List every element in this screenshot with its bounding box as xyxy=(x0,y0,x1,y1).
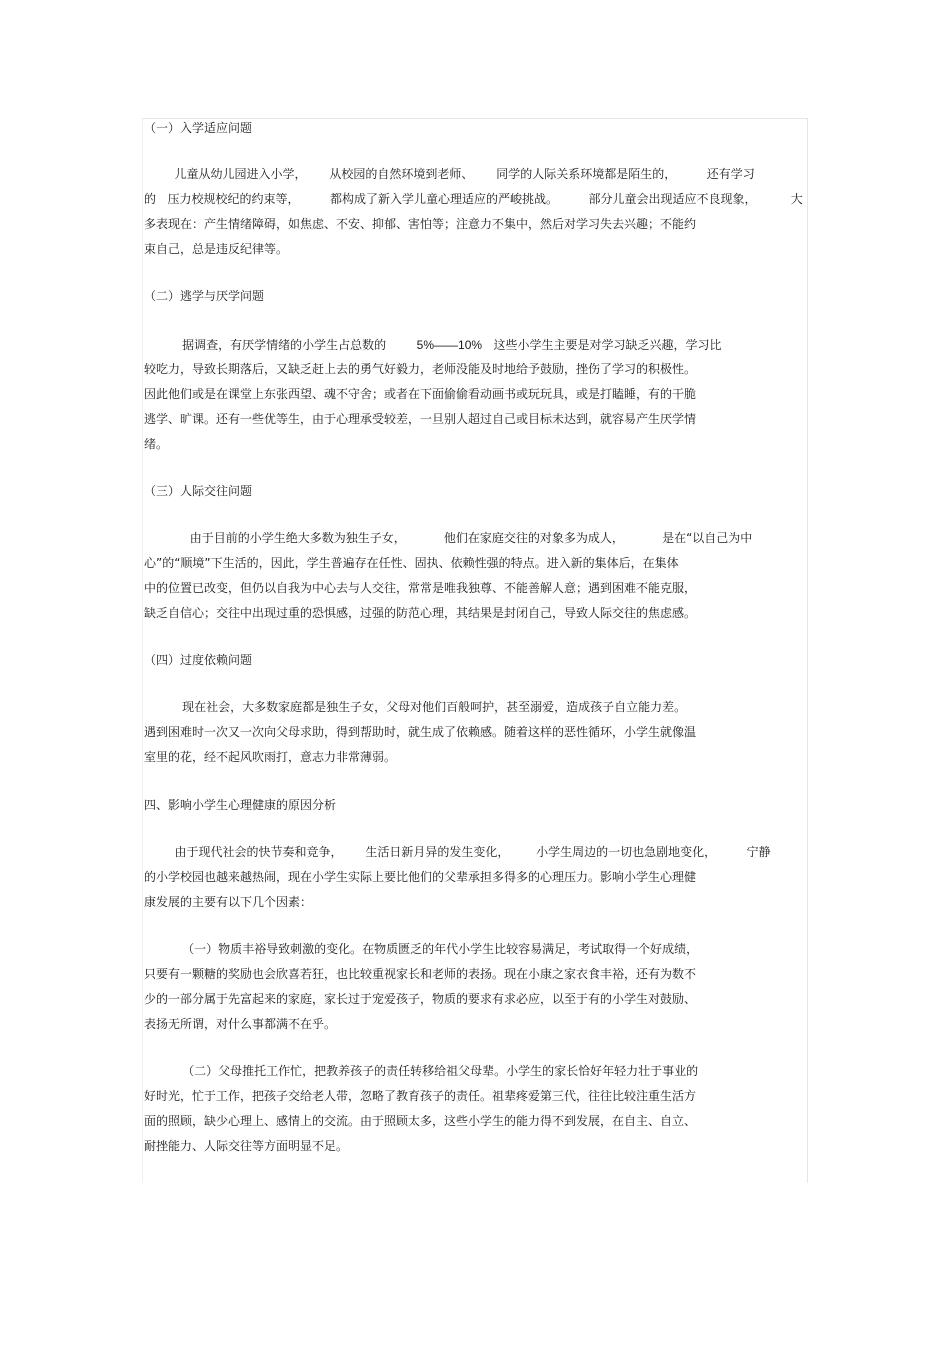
paragraph-line: 的 压力校规校纪的约束等， 都构成了新入学儿童心理适应的严峻挑战。 部分儿童会出现适应不良现象， 大 xyxy=(144,192,803,206)
paragraph-line: 好时光，忙于工作，把孩子交给老人带，忽略了教育孩子的责任。祖辈疼爱第三代，往往比较注重生活方 xyxy=(144,1089,697,1103)
paragraph-line: 较吃力，导致长期落后，又缺乏赶上去的勇气好毅力，老师没能及时地给予鼓励，挫伤了学习的积极性。 xyxy=(144,362,697,376)
section-heading: 四、影响小学生心理健康的原因分析 xyxy=(144,798,337,812)
paragraph-line: 由于现代社会的快节奏和竞争， 生活日新月异的发生变化， 小学生周边的一切也急剧地变化， 宁静 xyxy=(144,845,771,859)
paragraph-text: 这些小学生主要是对学习缺乏兴趣，学习比 xyxy=(493,338,722,352)
paragraph-line: 中的位置已改变，但仍以自我为中心去与人交往，常常是唯我独尊、不能善解人意；遇到困难不能克服， xyxy=(144,581,697,595)
paragraph-line: 心”的“顺境”下生活的，因此，学生普遍存在任性、固执、依赖性强的特点。进入新的集体后，在集体 xyxy=(144,556,679,570)
paragraph-line: 的小学校园也越来越热闹，现在小学生实际上要比他们的父辈承担多得多的心理压力。影响小学生心理健 xyxy=(144,870,697,884)
section-heading: （四）过度依赖问题 xyxy=(144,653,253,667)
paragraph-line: 由于目前的小学生绝大多数为独生子女， 他们在家庭交往的对象多为成人， 是在“以自己为中 xyxy=(144,531,753,545)
paragraph-line: 绪。 xyxy=(144,437,169,451)
paragraph-line: 康发展的主要有以下几个因素： xyxy=(144,895,313,909)
section-heading: （一）入学适应问题 xyxy=(144,121,253,135)
paragraph-line: 束自己，总是违反纪律等。 xyxy=(144,242,289,256)
paragraph-line: （一）物质丰裕导致刺激的变化。在物质匮乏的年代小学生比较容易满足，考试取得一个好成绩， xyxy=(144,942,699,956)
paragraph-line: 现在社会，大多数家庭都是独生子女，父母对他们百般呵护，甚至溺爱，造成孩子自立能力差。 xyxy=(144,700,687,714)
paragraph-line: （二）父母推托工作忙，把教养孩子的责任转移给祖父母辈。小学生的家长恰好年轻力壮于事业的 xyxy=(144,1064,699,1078)
paragraph-text: 据调查，有厌学情绪的小学生占总数的 xyxy=(144,338,387,352)
paragraph-line: 遇到困难时一次又一次向父母求助，得到帮助时，就生成了依赖感。随着这样的恶性循环，小学生就像温 xyxy=(144,725,697,739)
paragraph-line: 儿童从幼儿园进入小学， 从校园的自然环境到老师、 同学的人际关系环境都是陌生的， 还有学习 xyxy=(144,167,755,181)
paragraph-line: 室里的花，经不起风吹雨打，意志力非常薄弱。 xyxy=(144,750,397,764)
percentage-range: 5%——10% xyxy=(416,338,483,352)
paragraph-line: 缺乏自信心；交往中出现过重的恐惧感，过强的防范心理，其结果是封闭自己，导致人际交往的焦虑感。 xyxy=(144,606,697,620)
paragraph-line: 因此他们或是在课堂上东张西望、魂不守舍；或者在下面偷偷看动画书或玩玩具，或是打瞌睡，有的干脆 xyxy=(144,387,697,401)
paragraph-line xyxy=(144,338,722,352)
section-heading: （三）人际交往问题 xyxy=(144,484,253,498)
paragraph-line: 面的照顾，缺少心理上、感情上的交流。由于照顾太多，这些小学生的能力得不到发展，在自主、自立、 xyxy=(144,1114,697,1128)
paragraph-line: 逃学、旷课。还有一些优等生，由于心理承受较差，一旦别人超过自己或目标未达到，就容易产生厌学情 xyxy=(144,412,697,426)
paragraph-line: 只要有一颗糖的奖励也会欣喜若狂，也比较重视家长和老师的表扬。现在小康之家衣食丰裕，还有为数不 xyxy=(144,967,697,981)
paragraph-line: 表扬无所谓，对什么事都满不在乎。 xyxy=(144,1017,337,1031)
paragraph-line: 耐挫能力、人际交往等方面明显不足。 xyxy=(144,1139,349,1153)
section-heading: （二）逃学与厌学问题 xyxy=(144,289,265,303)
paragraph-line: 少的一部分属于先富起来的家庭，家长过于宠爱孩子，物质的要求有求必应，以至于有的小学生对鼓励、 xyxy=(144,992,697,1006)
paragraph-line: 多表现在：产生情绪障碍，如焦虑、不安、抑郁、害怕等；注意力不集中，然后对学习失去兴趣；不能约 xyxy=(144,217,697,231)
